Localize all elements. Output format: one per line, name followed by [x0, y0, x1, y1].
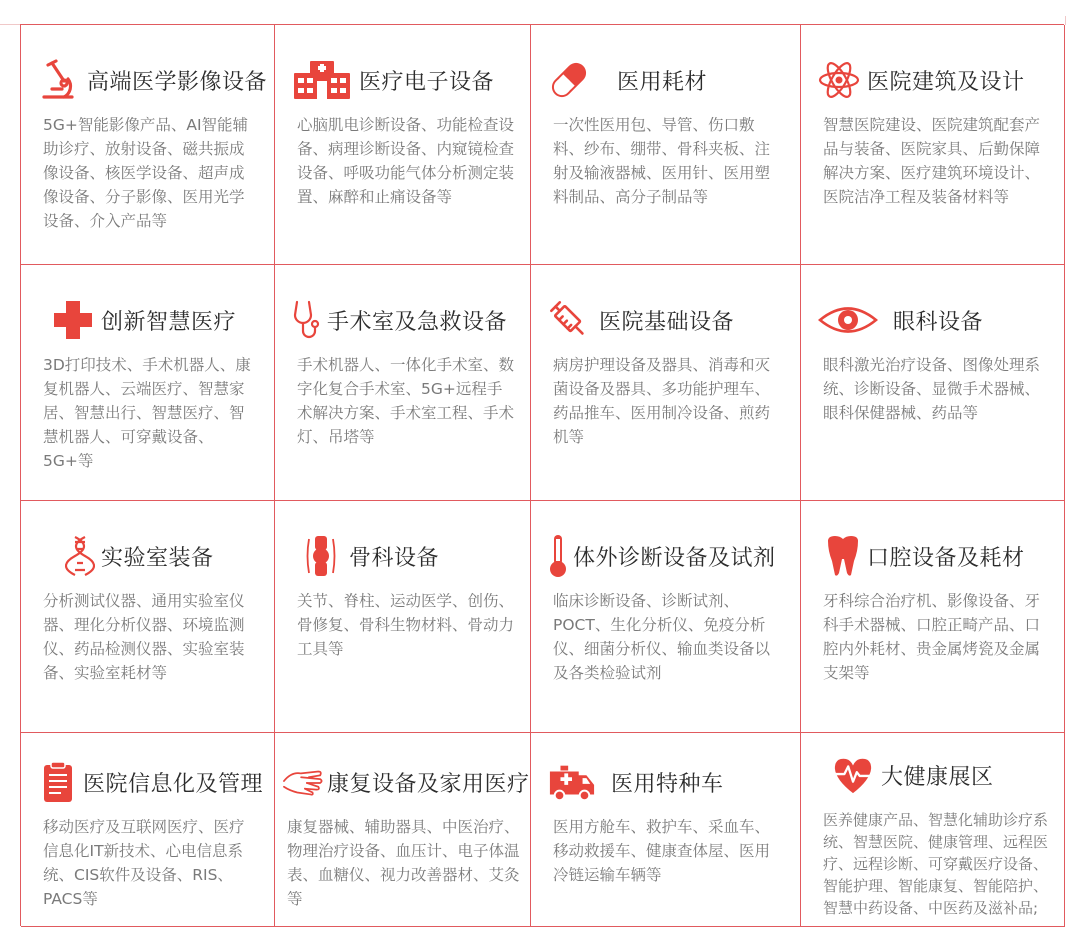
bone-joint-icon [305, 534, 337, 578]
category-description: 关节、脊柱、运动医学、创伤、骨修复、骨科生物材料、骨动力工具等 [297, 592, 515, 658]
category-card [801, 501, 1065, 733]
category-title: 骨科设备 [349, 545, 440, 571]
category-card [531, 733, 801, 927]
category-description: 眼科激光治疗设备、图像处理系统、诊断设备、显微手术器械、眼科保健器械、药品等 [823, 356, 1041, 422]
hand-icon [281, 760, 325, 804]
syringe-icon [547, 298, 591, 342]
category-card [21, 501, 275, 733]
category-card [21, 25, 275, 265]
category-card [275, 733, 531, 927]
category-card [531, 25, 801, 265]
exhibit-category-grid [20, 24, 1064, 926]
category-card [801, 733, 1065, 927]
category-description: 智慧医院建设、医院建筑配套产品与装备、医院家具、后勤保障解决方案、医疗建筑环境设计、医院洁净工程及装备材料等 [823, 116, 1041, 206]
eye-icon [817, 298, 879, 342]
category-card [801, 25, 1065, 265]
dna-icon [65, 534, 95, 578]
stethoscope-icon [291, 298, 321, 342]
category-card [531, 501, 801, 733]
category-title: 大健康展区 [881, 764, 994, 790]
category-description: 康复器械、辅助器具、中医治疗、物理治疗设备、血压计、电子体温表、血糖仪、视力改善器材、艾灸等 [287, 818, 520, 908]
tooth-icon [825, 534, 861, 578]
category-description: 牙科综合治疗机、影像设备、牙科手术器械、口腔正畸产品、口腔内外耗材、贵金属烤瓷及金属支架等 [823, 592, 1041, 682]
category-card [531, 265, 801, 501]
category-description: 分析测试仪器、通用实验室仪器、理化分析仪器、环境监测仪、药品检测仪器、实验室装备、实验室耗材等 [43, 592, 245, 682]
category-description: 医用方舱车、救护车、采血车、移动救援车、健康查体屋、医用冷链运输车辆等 [553, 818, 771, 884]
microscope-icon [37, 58, 81, 102]
category-description: 心脑肌电诊断设备、功能检查设备、病理诊断设备、内窥镜检查设备、呼吸功能气体分析测定装置、麻醉和止痛设备等 [297, 116, 515, 206]
capsule-pill-icon [547, 58, 591, 102]
category-title: 医院基础设备 [599, 309, 735, 335]
category-description: 临床诊断设备、诊断试剂、POCT、生化分析仪、免疫分析仪、细菌分析仪、输血类设备以及各类检验试剂 [553, 592, 771, 682]
category-description: 医养健康产品、智慧化辅助诊疗系统、智慧医院、健康管理、远程医疗、远程诊断、可穿戴医疗设备、智能护理、智能康复、智能陪护、智慧中药设备、中医药及滋补品; [823, 811, 1049, 917]
category-title: 口腔设备及耗材 [867, 545, 1025, 571]
category-card [275, 25, 531, 265]
hospital-building-icon [291, 58, 353, 102]
ambulance-icon [547, 760, 597, 804]
category-title: 康复设备及家用医疗 [327, 771, 530, 797]
category-description: 一次性医用包、导管、伤口敷料、纱布、绷带、骨科夹板、注射及输液器械、医用针、医用塑料制品、高分子制品等 [553, 116, 771, 206]
category-title: 眼科设备 [893, 309, 984, 335]
category-card [21, 733, 275, 927]
category-description: 移动医疗及互联网医疗、医疗信息化IT新技术、心电信息系统、CIS软件及设备、RIS、PACS等 [43, 818, 245, 908]
category-title: 体外诊断设备及试剂 [573, 545, 776, 571]
clipboard-icon [43, 760, 73, 804]
category-title: 医院建筑及设计 [867, 69, 1025, 95]
category-title: 手术室及急救设备 [327, 309, 508, 335]
category-card [275, 265, 531, 501]
category-title: 高端医学影像设备 [87, 69, 268, 95]
category-title: 医用特种车 [611, 771, 724, 797]
atom-icon [817, 58, 861, 102]
category-description: 5G+智能影像产品、AI智能辅助诊疗、放射设备、磁共振成像设备、核医学设备、超声成像设备、分子影像、医用光学设备、介入产品等 [43, 116, 249, 230]
category-title: 医用耗材 [617, 69, 708, 95]
category-card [21, 265, 275, 501]
category-title: 实验室装备 [101, 545, 214, 571]
category-description: 手术机器人、一体化手术室、数字化复合手术室、5G+远程手术解决方案、手术室工程、手术灯、吊塔等 [297, 356, 515, 446]
category-title: 医疗电子设备 [359, 69, 495, 95]
medical-cross-icon [51, 298, 95, 342]
category-card [275, 501, 531, 733]
category-title: 医院信息化及管理 [83, 771, 264, 797]
thermometer-icon [547, 534, 569, 578]
category-description: 3D打印技术、手术机器人、康复机器人、云端医疗、智慧家居、智慧出行、智慧医疗、智慧机器人、可穿戴设备、5G+等 [43, 356, 251, 470]
category-title: 创新智慧医疗 [101, 309, 237, 335]
heart-pulse-icon [831, 753, 875, 797]
category-description: 病房护理设备及器具、消毒和灭菌设备及器具、多功能护理车、药品推车、医用制冷设备、煎药机等 [553, 356, 771, 446]
category-card [801, 265, 1065, 501]
